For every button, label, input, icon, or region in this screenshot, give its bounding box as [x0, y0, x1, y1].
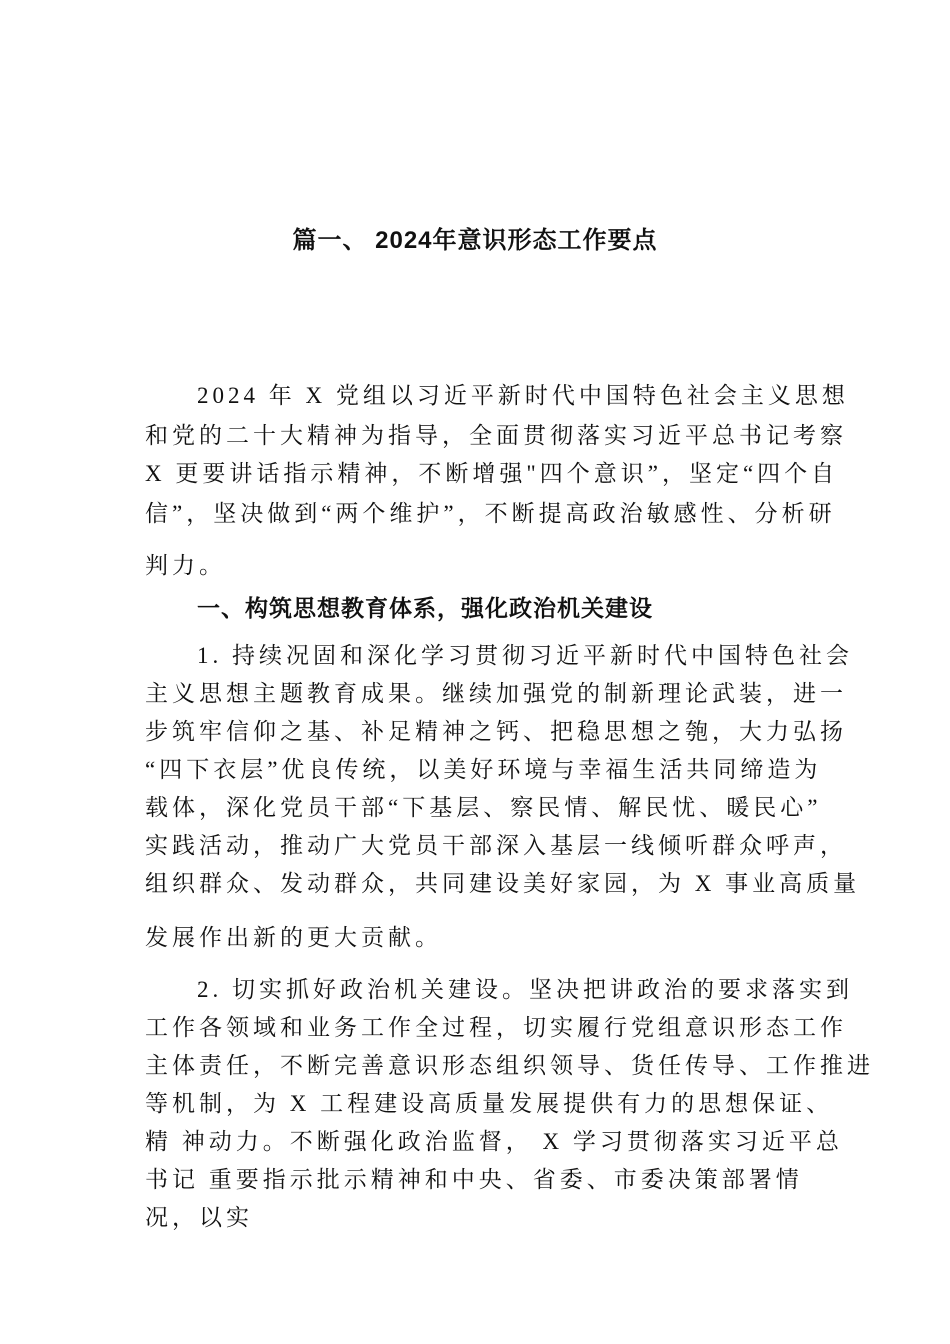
- paragraph-line: 主义思想主题教育成果。继续加强党的制新理论武装，进一: [145, 681, 847, 706]
- intro-line: 判力。: [145, 553, 226, 578]
- section-heading: 一、构筑思想教育体系，强化政治机关建设: [197, 595, 653, 621]
- paragraph-line: 1. 持续况固和深化学习贯彻习近平新时代中国特色社会: [197, 643, 853, 668]
- paragraph-line: 况，以实: [145, 1205, 253, 1230]
- paragraph-line: 组织群众、发动群众，共同建设美好家园，为 X 事业高质量: [145, 871, 861, 896]
- paragraph-line: 实践活动，推动广大党员干部深入基层一线倾听群众呼声，: [145, 833, 847, 858]
- intro-line: 2024 年 X 党组以习近平新时代中国特色社会主义思想: [197, 383, 849, 408]
- intro-line: 和党的二十大精神为指导，全面贯彻落实习近平总书记考察: [145, 423, 847, 448]
- paragraph-line: 等机制，为 X 工程建设高质量发展提供有力的思想保证、: [145, 1091, 834, 1116]
- intro-line: 信”，坚决做到“两个维护”，不断提高政治敏感性、分析研: [145, 501, 836, 526]
- paragraph-line: 书记 重要指示批示精神和中央、省委、市委决策部署情: [145, 1167, 803, 1192]
- paragraph-line: 发展作出新的更大贡献。: [145, 925, 442, 950]
- paragraph-line: 主体责任，不断完善意识形态组织领导、货任传导、工作推进: [145, 1053, 874, 1078]
- paragraph-line: “四下衣层”优良传统，以美好环境与幸福生活共同缔造为: [145, 757, 822, 782]
- intro-line: X 更要讲话指示精神，不断增强"四个意识”，坚定“四个自: [145, 461, 839, 486]
- paragraph-line: 精 神动力。不断强化政治监督， X 学习贯彻落实习近平总: [145, 1129, 843, 1154]
- paragraph-line: 工作各领域和业务工作全过程，切实履行党组意识形态工作: [145, 1015, 847, 1040]
- paragraph-line: 步筑牢信仰之基、补足精神之钙、把稳思想之匏，大力弘扬: [145, 719, 847, 744]
- document-title: 篇一、 2024年意识形态工作要点: [292, 227, 658, 254]
- paragraph-line: 2. 切实抓好政治机关建设。坚决把讲政治的要求落实到: [197, 977, 853, 1002]
- paragraph-line: 载体，深化党员干部“下基层、察民情、解民忧、暖民心”: [145, 795, 822, 820]
